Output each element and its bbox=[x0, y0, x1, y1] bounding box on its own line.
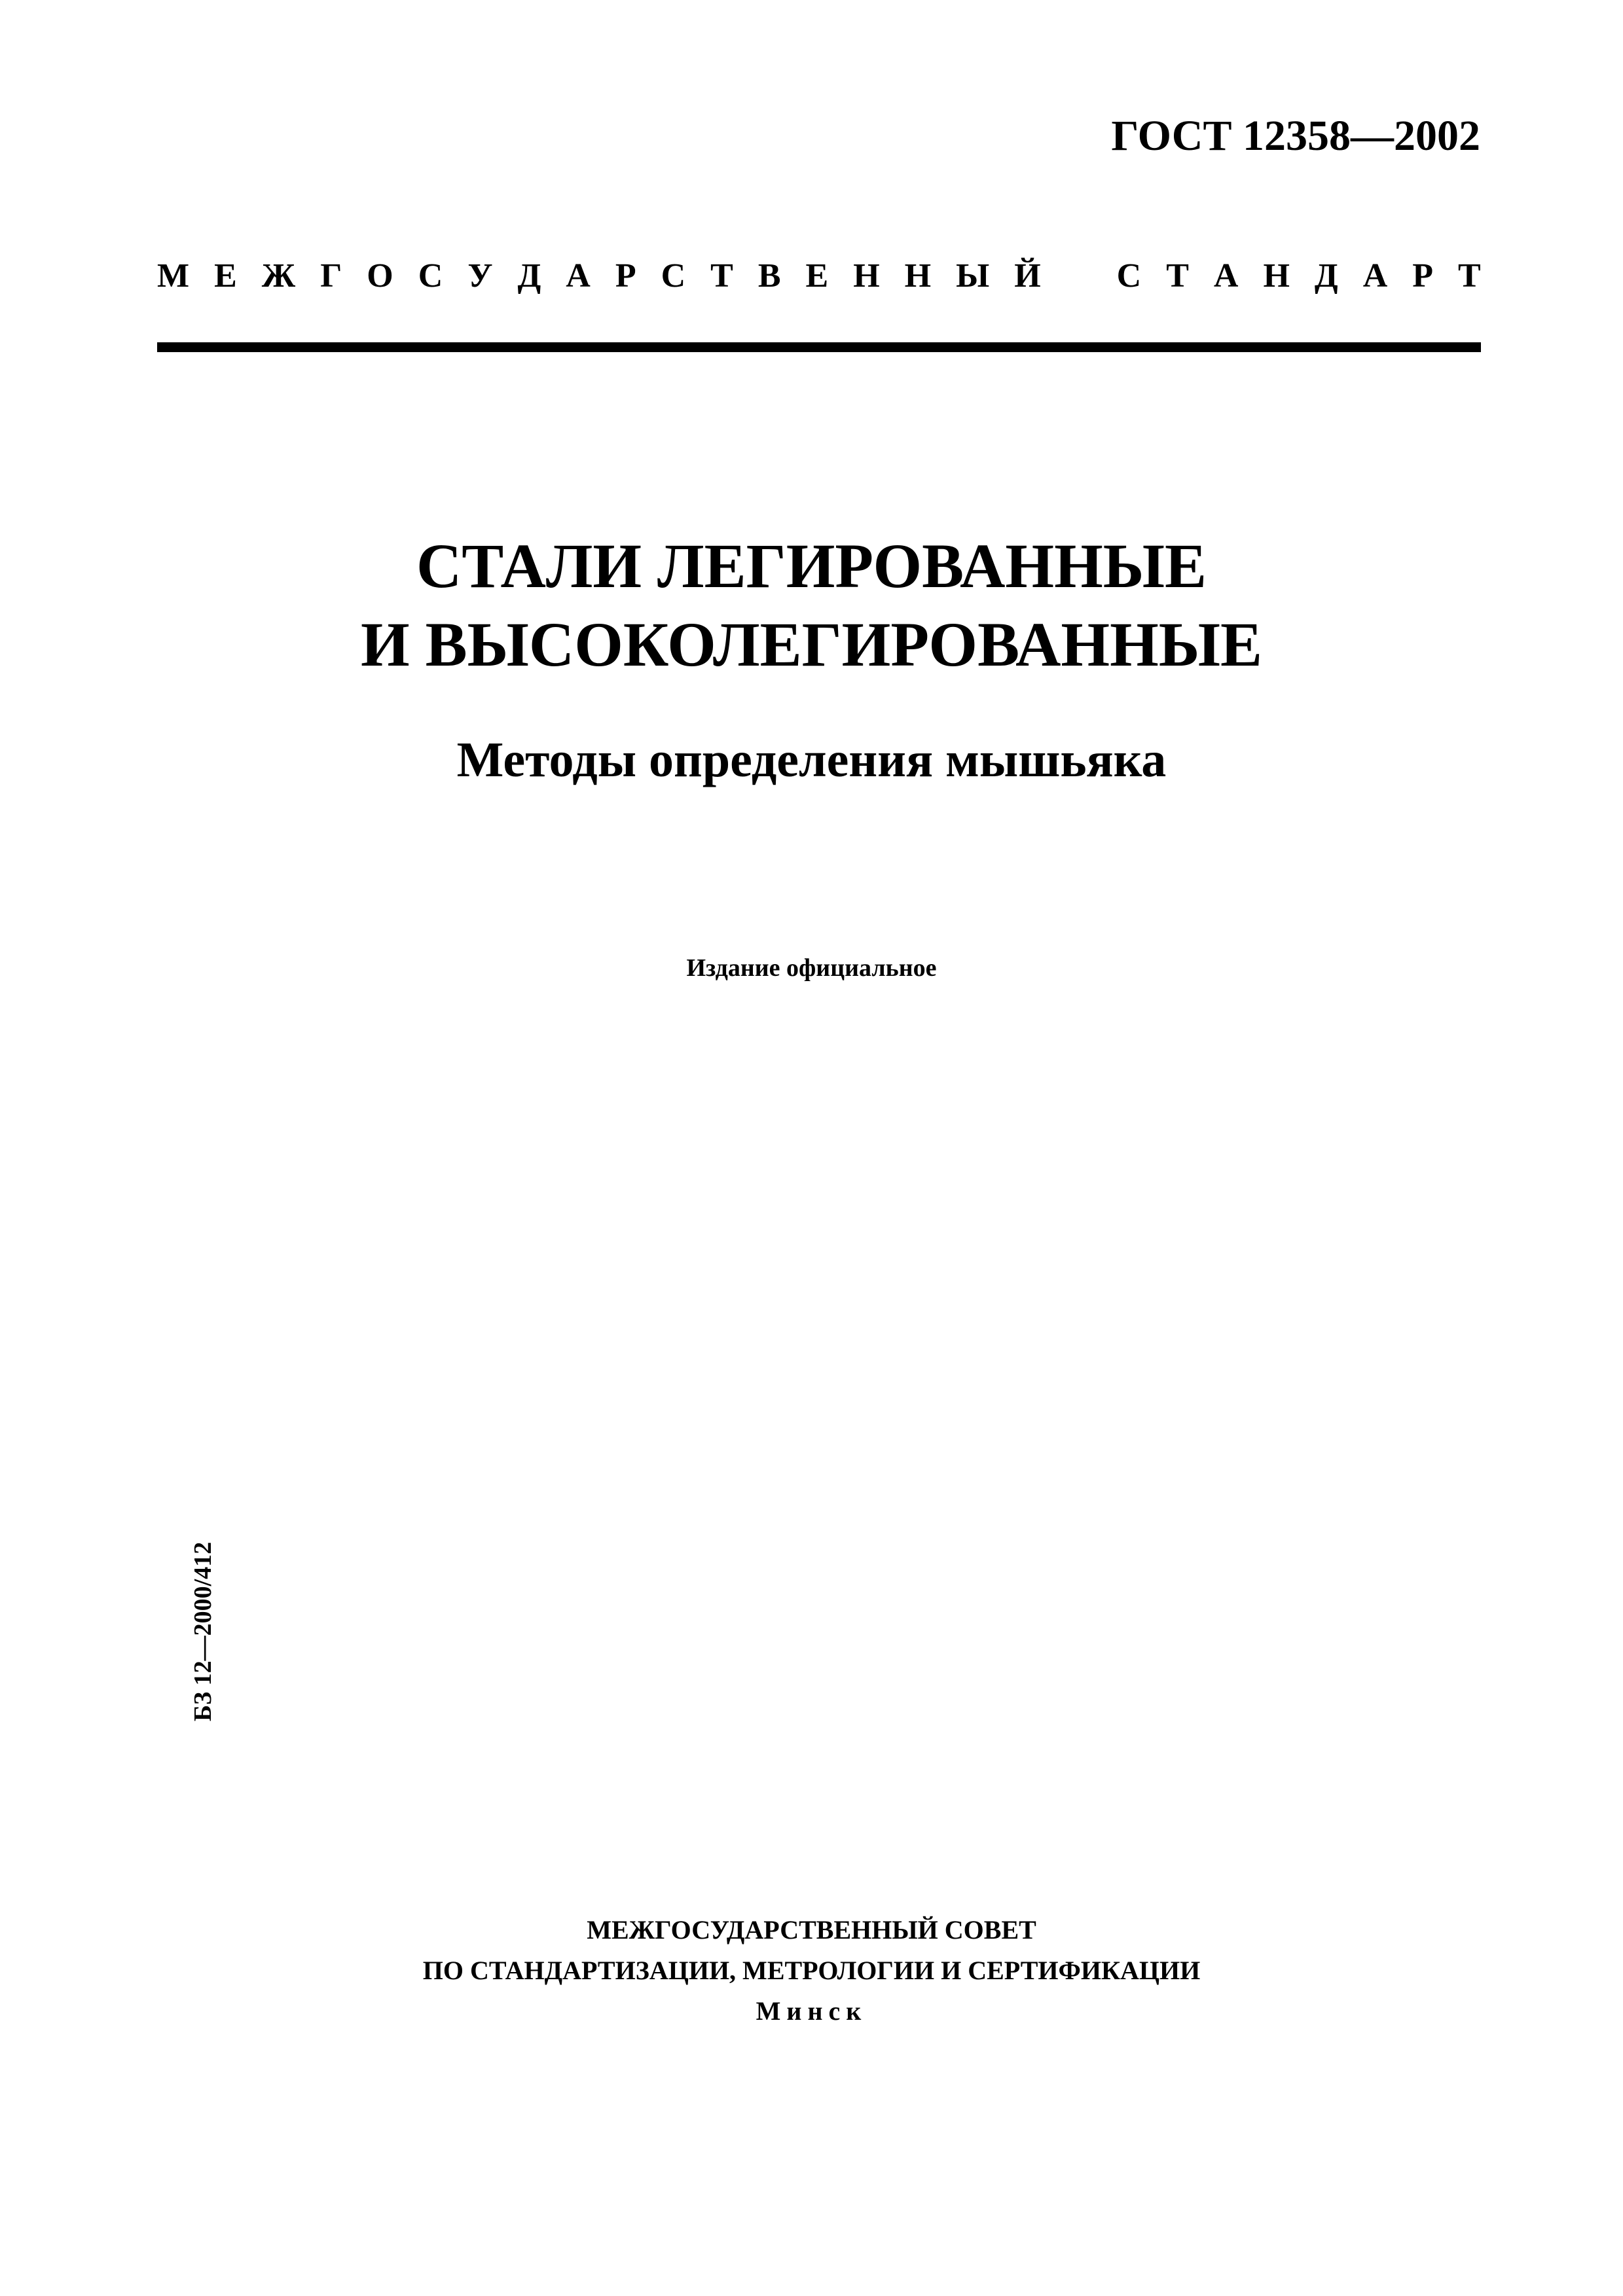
standard-type-letter: Д bbox=[517, 257, 541, 295]
standard-type-letter: Й bbox=[1014, 257, 1041, 295]
standard-type-letter: Д bbox=[1314, 257, 1338, 295]
standard-type-letter: С bbox=[1116, 257, 1142, 295]
document-subtitle: Методы определения мышьяка bbox=[456, 732, 1167, 787]
standard-type-letter: Р bbox=[615, 257, 636, 295]
standard-type-letter: Н bbox=[1263, 257, 1290, 295]
standard-type-letter: А bbox=[1213, 257, 1239, 295]
publisher-line-1: МЕЖГОСУДАРСТВЕННЫЙ СОВЕТ bbox=[587, 1915, 1036, 1945]
standard-type-letter: Г bbox=[320, 257, 342, 295]
standard-type-letter: Т bbox=[710, 257, 733, 295]
side-code: БЗ 12—2000/412 bbox=[189, 1541, 217, 1721]
standard-type-letter: О bbox=[367, 257, 393, 295]
standard-type-letter: Р bbox=[1412, 257, 1434, 295]
standard-type-letter: Е bbox=[805, 257, 829, 295]
publisher-line-2: ПО СТАНДАРТИЗАЦИИ, МЕТРОЛОГИИ И СЕРТИФИКАЦИИ bbox=[422, 1956, 1201, 1985]
header-divider bbox=[157, 342, 1481, 352]
standard-type-letter: С bbox=[661, 257, 686, 295]
publisher-city: Минск bbox=[756, 1996, 867, 2026]
standard-type-letter: Н bbox=[853, 257, 880, 295]
standard-type-letter: Ы bbox=[956, 257, 990, 295]
standard-type-letter: А bbox=[1362, 257, 1388, 295]
standard-type-heading bbox=[157, 257, 1481, 295]
standard-type-letter: Т bbox=[1458, 257, 1481, 295]
title-line-2: И ВЫСОКОЛЕГИРОВАННЫЕ bbox=[360, 609, 1263, 679]
standard-type-letter: У bbox=[467, 257, 493, 295]
title-line-1: СТАЛИ ЛЕГИРОВАННЫЕ bbox=[416, 531, 1207, 601]
standard-type-letter: В bbox=[757, 257, 781, 295]
publisher-block bbox=[0, 1910, 1623, 2032]
word-gap bbox=[1066, 257, 1092, 295]
standard-type-letter: С bbox=[418, 257, 443, 295]
document-code: ГОСТ 12358—2002 bbox=[1111, 112, 1480, 160]
standard-type-letter: Т bbox=[1166, 257, 1189, 295]
standard-type-letter: Н bbox=[904, 257, 932, 295]
document-title bbox=[0, 527, 1623, 684]
standard-type-letter: Е bbox=[214, 257, 237, 295]
edition-note: Издание официальное bbox=[686, 954, 937, 982]
standard-type-letter: А bbox=[566, 257, 591, 295]
standard-type-letter: Ж bbox=[261, 257, 296, 295]
standard-type-letter: М bbox=[157, 257, 190, 295]
